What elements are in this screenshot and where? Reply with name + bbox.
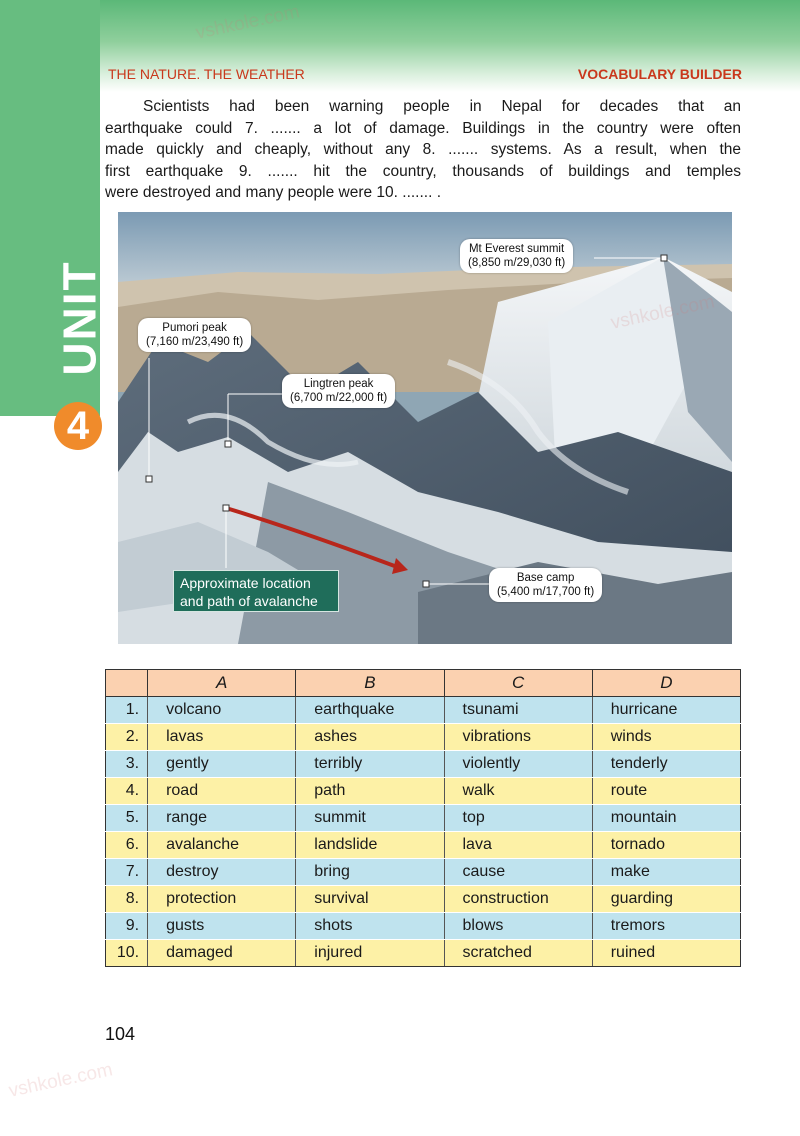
row-number: 6. bbox=[106, 832, 148, 859]
paragraph-line: made quickly and cheaply, without any 8. ....... systems. As a result, when the bbox=[105, 141, 741, 158]
option-c: cause bbox=[444, 859, 592, 886]
option-b: summit bbox=[296, 805, 444, 832]
option-b: bring bbox=[296, 859, 444, 886]
unit-label bbox=[48, 238, 112, 398]
paragraph-line: Scientists had been warning people in Nepal for decades that an bbox=[143, 98, 741, 115]
option-c: tsunami bbox=[444, 697, 592, 724]
option-a: gusts bbox=[148, 913, 296, 940]
table-row bbox=[106, 832, 741, 859]
option-b: survival bbox=[296, 886, 444, 913]
option-c: blows bbox=[444, 913, 592, 940]
option-b: terribly bbox=[296, 751, 444, 778]
avalanche-label-line: Approximate location bbox=[180, 575, 311, 591]
row-number: 2. bbox=[106, 724, 148, 751]
callout-height: (6,700 m/22,000 ft) bbox=[290, 392, 388, 404]
callout-everest-summit bbox=[460, 239, 573, 273]
option-c: top bbox=[444, 805, 592, 832]
option-d: tremors bbox=[592, 913, 740, 940]
option-a: road bbox=[148, 778, 296, 805]
option-d: hurricane bbox=[592, 697, 740, 724]
table-row bbox=[106, 859, 741, 886]
unit-text: UNIT bbox=[54, 260, 107, 376]
option-b: path bbox=[296, 778, 444, 805]
callout-title: Pumori peak bbox=[162, 322, 227, 334]
option-a: volcano bbox=[148, 697, 296, 724]
option-d: tornado bbox=[592, 832, 740, 859]
page-number: 104 bbox=[105, 1024, 136, 1044]
row-number: 5. bbox=[106, 805, 148, 832]
table-row bbox=[106, 697, 741, 724]
option-a: avalanche bbox=[148, 832, 296, 859]
paragraph-line: were destroyed and many people were 10. ....... . bbox=[105, 184, 442, 201]
section-title: THE NATURE. THE WEATHER bbox=[108, 66, 305, 82]
header-cell-b: B bbox=[296, 670, 444, 697]
option-c: construction bbox=[444, 886, 592, 913]
option-b: shots bbox=[296, 913, 444, 940]
row-number: 4. bbox=[106, 778, 148, 805]
option-d: guarding bbox=[592, 886, 740, 913]
watermark: vshkole.com bbox=[6, 1059, 115, 1102]
callout-title: Base camp bbox=[516, 572, 575, 584]
callout-height: (7,160 m/23,490 ft) bbox=[146, 336, 244, 348]
row-number: 7. bbox=[106, 859, 148, 886]
callout-base-camp bbox=[489, 568, 602, 602]
option-d: mountain bbox=[592, 805, 740, 832]
table-row bbox=[106, 940, 741, 967]
vocabulary-table bbox=[105, 669, 741, 967]
option-a: lavas bbox=[148, 724, 296, 751]
avalanche-label bbox=[173, 570, 339, 612]
option-b: ashes bbox=[296, 724, 444, 751]
option-d: tenderly bbox=[592, 751, 740, 778]
table-row bbox=[106, 751, 741, 778]
callout-title: Mt Everest summit bbox=[468, 243, 565, 255]
table-row bbox=[106, 886, 741, 913]
avalanche-label-line: and path of avalanche bbox=[180, 593, 318, 609]
callout-height: (8,850 m/29,030 ft) bbox=[468, 257, 566, 269]
row-number: 1. bbox=[106, 697, 148, 724]
header-cell-c: C bbox=[444, 670, 592, 697]
row-number: 10. bbox=[106, 940, 148, 967]
row-number: 9. bbox=[106, 913, 148, 940]
option-a: gently bbox=[148, 751, 296, 778]
callout-pumori-peak bbox=[138, 318, 251, 352]
option-d: make bbox=[592, 859, 740, 886]
table-row bbox=[106, 805, 741, 832]
option-c: scratched bbox=[444, 940, 592, 967]
callout-lingtren-peak bbox=[282, 374, 395, 408]
row-number: 8. bbox=[106, 886, 148, 913]
option-a: destroy bbox=[148, 859, 296, 886]
table-row bbox=[106, 778, 741, 805]
table-row bbox=[106, 913, 741, 940]
option-c: lava bbox=[444, 832, 592, 859]
option-c: walk bbox=[444, 778, 592, 805]
callout-height: (5,400 m/17,700 ft) bbox=[497, 586, 595, 598]
option-d: route bbox=[592, 778, 740, 805]
paragraph-line: earthquake could 7. ....... a lot of damage. Buildings in the country were often bbox=[105, 119, 741, 137]
option-a: range bbox=[148, 805, 296, 832]
callout-title: Lingtren peak bbox=[303, 378, 374, 390]
option-c: vibrations bbox=[444, 724, 592, 751]
option-a: damaged bbox=[148, 940, 296, 967]
option-b: earthquake bbox=[296, 697, 444, 724]
row-number: 3. bbox=[106, 751, 148, 778]
option-b: injured bbox=[296, 940, 444, 967]
option-a: protection bbox=[148, 886, 296, 913]
section-label: VOCABULARY BUILDER bbox=[577, 66, 742, 82]
paragraph-line: first earthquake 9. ....... hit the country, thousands of buildings and temples bbox=[105, 162, 741, 180]
header-cell-blank bbox=[106, 670, 148, 697]
reading-paragraph bbox=[105, 96, 741, 204]
option-b: landslide bbox=[296, 832, 444, 859]
option-c: violently bbox=[444, 751, 592, 778]
header-cell-d: D bbox=[592, 670, 740, 697]
header-cell-a: A bbox=[148, 670, 296, 697]
table-header-row bbox=[106, 670, 741, 697]
option-d: winds bbox=[592, 724, 740, 751]
option-d: ruined bbox=[592, 940, 740, 967]
unit-number-badge: 4 bbox=[54, 402, 102, 450]
table-row bbox=[106, 724, 741, 751]
